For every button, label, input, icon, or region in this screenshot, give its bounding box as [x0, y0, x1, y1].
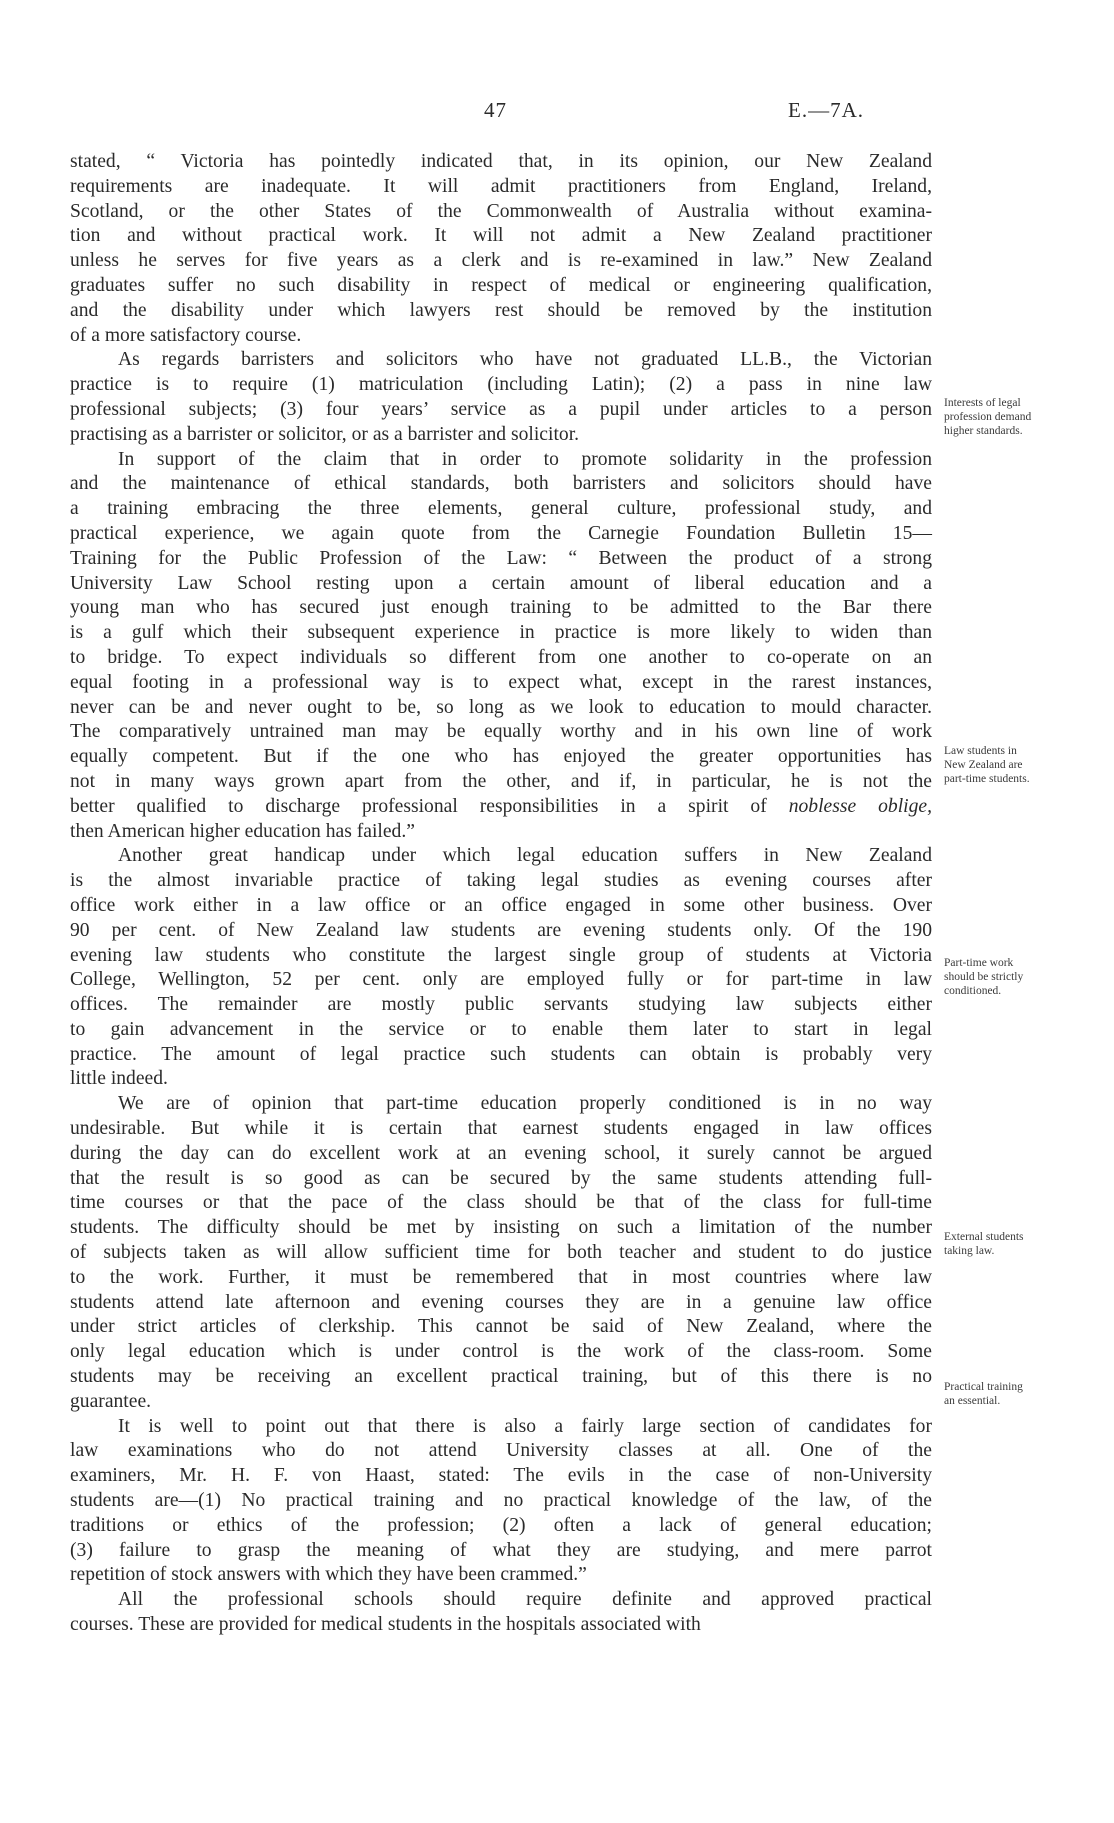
text-line-content: (3) failure to grasp the meaning of what they are studying, and mere parrot [70, 1539, 932, 1561]
text-line-content: students are—(1) No practical training and no practical knowledge of the law, of the [70, 1490, 932, 1512]
text-line [70, 1018, 932, 1043]
margin-note [944, 396, 1078, 438]
text-line-content: The comparatively untrained man may be equally worthy and in his own line of work [70, 721, 932, 743]
text-line-content: to bridge. To expect individuals so different from one another to co-operate on an [70, 646, 932, 668]
text-line [70, 1464, 932, 1489]
margin-note-line: higher standards. [944, 425, 1023, 437]
body-paragraph [70, 348, 932, 447]
text-line [70, 324, 932, 349]
margin-note-line: Practical training [944, 1381, 1023, 1393]
text-line [70, 671, 932, 696]
text-line [70, 348, 932, 373]
margin-note-line: part-time students. [944, 773, 1030, 785]
text-line-content: professional subjects; (3) four years’ service as a pupil under articles to a person [70, 398, 932, 420]
text-line [70, 919, 932, 944]
body-paragraph [70, 844, 932, 1092]
text-line-content: Training for the Public Profession of the Law: “ Between the product of a strong [70, 547, 932, 569]
margin-note-line: taking law. [944, 1245, 995, 1257]
text-line [70, 472, 932, 497]
text-line [70, 1241, 932, 1266]
text-line [70, 522, 932, 547]
text-line-content: In support of the claim that in order to promote solidarity in the profession [118, 448, 932, 470]
text-line-content: students. The difficulty should be met by insisting on such a limitation of the number [70, 1217, 932, 1239]
margin-note-line: profession demand [944, 411, 1032, 423]
text-line [70, 1191, 932, 1216]
text-line-content: only legal education which is under control is the work of the class-room. Some [70, 1341, 932, 1363]
text-line-content: stated, “ Victoria has pointedly indicated that, in its opinion, our New Zealand [70, 151, 932, 172]
text-line [70, 646, 932, 671]
text-line [70, 696, 932, 721]
text-line [70, 175, 932, 200]
text-line [70, 720, 932, 745]
text-line [70, 1588, 932, 1613]
page-header [0, 98, 1114, 128]
text-line-content: equal footing in a professional way is to expect what, except in the rarest instances, [70, 671, 932, 693]
text-line-content: We are of opinion that part-time education properly conditioned is in no way [118, 1093, 932, 1115]
text-line-content: graduates suffer no such disability in respect of medical or engineering qualification, [70, 274, 932, 296]
text-line-content: students may be receiving an excellent practical training, but of this there is no [70, 1366, 932, 1388]
text-line-content: practical experience, we again quote from the Carnegie Foundation Bulletin 15— [70, 522, 932, 544]
text-line [70, 150, 932, 175]
text-line [70, 820, 932, 845]
text-line [70, 547, 932, 572]
text-line [70, 1489, 932, 1514]
text-line-content: evening law students who constitute the largest single group of students at Victoria [70, 944, 932, 966]
text-line [70, 1117, 932, 1142]
text-line-content: College, Wellington, 52 per cent. only are employed fully or for part-time in law [70, 969, 932, 991]
text-line-content: guarantee. [70, 1390, 152, 1412]
text-line [70, 224, 932, 249]
text-line-content: better qualified to discharge professional responsibilities in a spirit of [70, 795, 789, 817]
text-line [70, 1315, 932, 1340]
document-reference: E.—7A. [788, 98, 864, 122]
text-line-content: students attend late afternoon and evening courses they are in a genuine law office [70, 1291, 932, 1313]
text-line-content: not in many ways grown apart from the other, and if, in particular, he is not the [70, 770, 932, 792]
text-line-content: Scotland, or the other States of the Commonwealth of Australia without examina- [70, 200, 932, 222]
text-line [70, 1067, 932, 1092]
text-line [70, 572, 932, 597]
body-paragraph [70, 448, 932, 845]
margin-note-line: Interests of legal [944, 397, 1021, 409]
text-line-content: courses. These are provided for medical students in the hospitals associated with [70, 1614, 701, 1636]
margin-note [944, 1230, 1078, 1258]
body-paragraph [70, 1588, 932, 1638]
body-paragraph [70, 1092, 932, 1414]
text-line-content: office work either in a law office or an office engaged in some other business. Over [70, 894, 932, 916]
margin-note-line: New Zealand are [944, 759, 1023, 771]
text-line-content: University Law School resting upon a certain amount of liberal education and a [70, 572, 932, 594]
text-line [70, 274, 932, 299]
main-text-column [70, 150, 932, 1638]
margin-note-line: should be strictly [944, 971, 1024, 983]
text-line [70, 745, 932, 770]
text-line-content: practice. The amount of legal practice such students can obtain is probably very [70, 1043, 932, 1065]
text-line-content: examiners, Mr. H. F. von Haast, stated: The evils in the case of non-University [70, 1465, 932, 1487]
text-line-content: As regards barristers and solicitors who have not graduated LL.B., the Victorian [118, 349, 932, 371]
text-line-content: Another great handicap under which legal education suffers in New Zealand [118, 845, 932, 867]
text-line-content: requirements are inadequate. It will admit practitioners from England, Ireland, [70, 175, 932, 197]
text-line [70, 1167, 932, 1192]
text-line-content: time courses or that the pace of the class should be that of the class for full-time [70, 1192, 932, 1214]
text-line [70, 1563, 932, 1588]
text-line-content: tion and without practical work. It will not admit a New Zealand practitioner [70, 225, 932, 247]
text-line-content: of subjects taken as will allow sufficient time for both teacher and student to do justice [70, 1242, 932, 1264]
text-line [70, 1365, 932, 1390]
text-line [70, 1539, 932, 1564]
text-line-content: repetition of stock answers with which they have been crammed.” [70, 1564, 587, 1586]
margin-note [944, 1380, 1078, 1408]
text-line [70, 1291, 932, 1316]
page-number: 47 [484, 98, 507, 122]
text-line [70, 770, 932, 795]
text-line-content: a training embracing the three elements, general culture, professional study, and [70, 498, 932, 520]
text-line-content: during the day can do excellent work at an evening school, it surely cannot be argued [70, 1142, 932, 1164]
text-line [70, 1340, 932, 1365]
text-line [70, 200, 932, 225]
text-line [70, 795, 932, 820]
text-line-content: then American higher education has failed.” [70, 820, 415, 842]
text-line [70, 993, 932, 1018]
margin-note-line: an essential. [944, 1395, 1001, 1407]
text-line-content: practice is to require (1) matriculation (including Latin); (2) a pass in nine law [70, 374, 932, 396]
text-line [70, 1390, 932, 1415]
text-line [70, 1439, 932, 1464]
text-line-content: traditions or ethics of the profession; (2) often a lack of general education; [70, 1514, 932, 1536]
text-line [70, 968, 932, 993]
text-line-content: never can be and never ought to be, so long as we look to education to mould character. [70, 696, 932, 718]
text-line [70, 894, 932, 919]
text-line-content: equally competent. But if the one who has enjoyed the greater opportunities has [70, 746, 932, 768]
text-line [70, 621, 932, 646]
margin-note-line: External students [944, 1231, 1024, 1243]
text-line-content: 90 per cent. of New Zealand law students are evening students only. Of the 190 [70, 919, 932, 941]
text-line [70, 373, 932, 398]
text-line [70, 596, 932, 621]
body-paragraph [70, 150, 932, 348]
text-line-content: under strict articles of clerkship. This cannot be said of New Zealand, where the [70, 1316, 932, 1338]
text-line [70, 398, 932, 423]
text-line-content: unless he serves for five years as a clerk and is re-examined in law.” New Zealand [70, 250, 932, 272]
margin-note-line: conditioned. [944, 985, 1002, 997]
margin-note-line: Part-time work [944, 957, 1014, 969]
text-line-content: It is well to point out that there is also a fairly large section of candidates for [118, 1415, 932, 1437]
text-line [70, 299, 932, 324]
text-line-content: practising as a barrister or solicitor, or as a barrister and solicitor. [70, 423, 580, 445]
text-line-content: of a more satisfactory course. [70, 324, 302, 346]
text-line-content: All the professional schools should require definite and approved practical [118, 1589, 932, 1611]
text-line [70, 249, 932, 274]
text-line [70, 1613, 932, 1638]
text-line [70, 448, 932, 473]
text-line [70, 1142, 932, 1167]
text-line-content: to gain advancement in the service or to enable them later to start in legal [70, 1018, 932, 1040]
text-line-content: offices. The remainder are mostly public servants studying law subjects either [70, 994, 932, 1016]
text-line [70, 1415, 932, 1440]
margin-note [944, 956, 1078, 998]
text-line [70, 1216, 932, 1241]
margin-note-line: Law students in [944, 745, 1017, 757]
text-line-content: is a gulf which their subsequent experience in practice is more likely to widen than [70, 622, 932, 644]
text-line-content: undesirable. But while it is certain that earnest students engaged in law offices [70, 1118, 932, 1140]
text-line-content: and the maintenance of ethical standards, both barristers and solicitors should have [70, 473, 932, 495]
text-line [70, 423, 932, 448]
text-line-content: little indeed. [70, 1068, 168, 1090]
text-line-content: law examinations who do not attend University classes at all. One of the [70, 1440, 932, 1462]
text-line [70, 1043, 932, 1068]
body-paragraph [70, 1415, 932, 1589]
text-line [70, 1514, 932, 1539]
text-line [70, 1092, 932, 1117]
margin-note [944, 744, 1078, 786]
italic-phrase: noblesse oblige, [788, 795, 933, 817]
text-line-content: is the almost invariable practice of taking legal studies as evening courses after [70, 870, 932, 892]
text-line [70, 844, 932, 869]
text-line [70, 944, 932, 969]
text-line [70, 497, 932, 522]
text-line-content: that the result is so good as can be secured by the same students attending full- [70, 1167, 932, 1189]
text-line [70, 1266, 932, 1291]
text-line [70, 869, 932, 894]
text-line-content: and the disability under which lawyers rest should be removed by the institution [70, 299, 932, 321]
text-line-content: to the work. Further, it must be remembered that in most countries where law [70, 1266, 932, 1288]
text-line-content: young man who has secured just enough training to be admitted to the Bar there [70, 597, 932, 619]
